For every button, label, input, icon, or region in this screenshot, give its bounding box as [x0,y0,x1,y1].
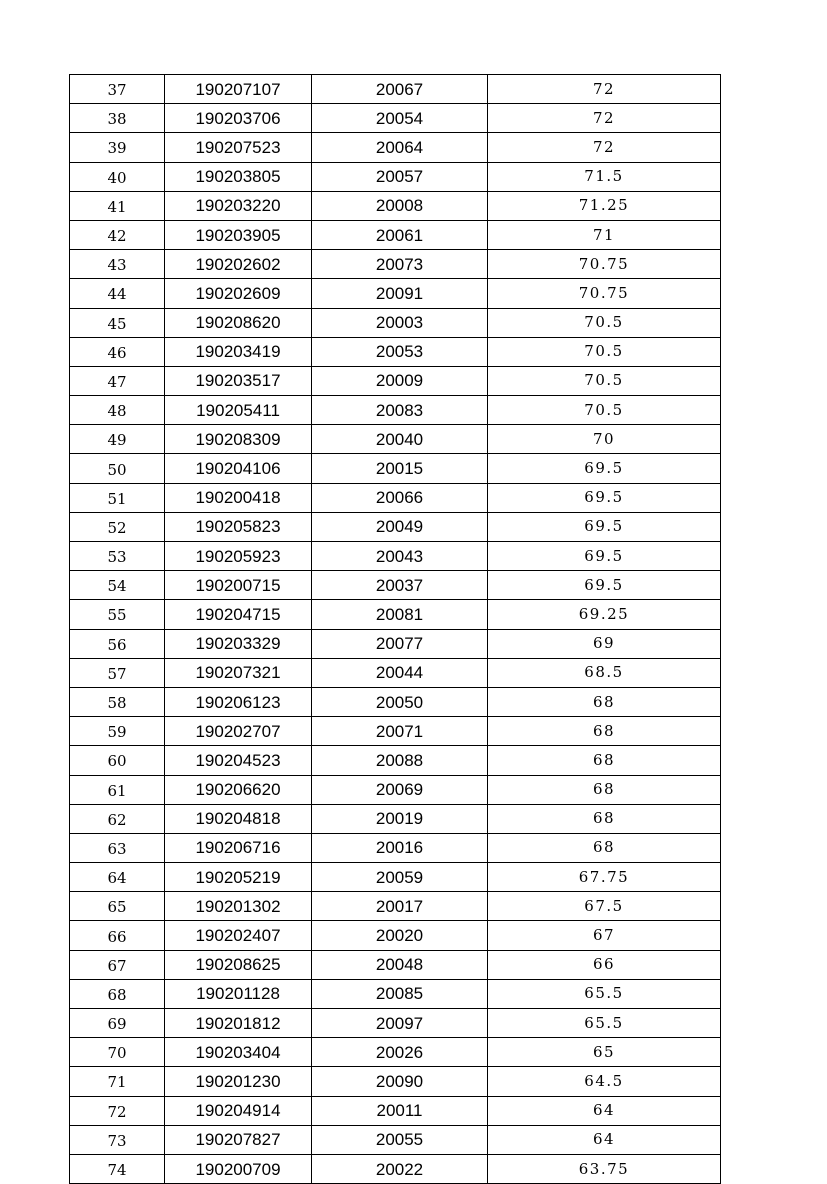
cell-score: 71.5 [488,162,721,191]
table-row [70,104,721,133]
table-row [70,454,721,483]
cell-score: 63.75 [488,1154,721,1183]
cell-exam-number: 20067 [312,75,488,104]
cell-candidate-id: 190203905 [165,220,312,249]
cell-sequence-number: 47 [70,366,165,395]
cell-sequence-number: 61 [70,775,165,804]
table-row [70,366,721,395]
table-row [70,1009,721,1038]
table-row [70,250,721,279]
cell-candidate-id: 190206123 [165,687,312,716]
cell-exam-number: 20083 [312,396,488,425]
cell-candidate-id: 190207523 [165,133,312,162]
table-row [70,658,721,687]
cell-candidate-id: 190201812 [165,1009,312,1038]
table-row [70,483,721,512]
cell-exam-number: 20022 [312,1154,488,1183]
cell-sequence-number: 51 [70,483,165,512]
cell-score: 69.5 [488,454,721,483]
cell-sequence-number: 43 [70,250,165,279]
table-row [70,396,721,425]
cell-exam-number: 20016 [312,833,488,862]
cell-score: 69.5 [488,483,721,512]
cell-sequence-number: 58 [70,687,165,716]
table-row [70,542,721,571]
cell-exam-number: 20055 [312,1125,488,1154]
table-row [70,1154,721,1183]
cell-exam-number: 20020 [312,921,488,950]
table-row [70,979,721,1008]
cell-score: 68 [488,833,721,862]
cell-score: 69.5 [488,542,721,571]
cell-score: 72 [488,75,721,104]
cell-candidate-id: 190202707 [165,717,312,746]
cell-sequence-number: 38 [70,104,165,133]
cell-exam-number: 20003 [312,308,488,337]
cell-sequence-number: 39 [70,133,165,162]
table-row [70,133,721,162]
cell-sequence-number: 55 [70,600,165,629]
cell-score: 64 [488,1096,721,1125]
cell-sequence-number: 66 [70,921,165,950]
cell-exam-number: 20091 [312,279,488,308]
cell-exam-number: 20054 [312,104,488,133]
table-row [70,191,721,220]
cell-candidate-id: 190203706 [165,104,312,133]
cell-sequence-number: 59 [70,717,165,746]
table-row [70,425,721,454]
cell-sequence-number: 64 [70,863,165,892]
cell-exam-number: 20081 [312,600,488,629]
cell-exam-number: 20077 [312,629,488,658]
cell-exam-number: 20090 [312,1067,488,1096]
cell-sequence-number: 70 [70,1038,165,1067]
cell-sequence-number: 65 [70,892,165,921]
cell-score: 67 [488,921,721,950]
cell-candidate-id: 190203419 [165,337,312,366]
cell-score: 66 [488,950,721,979]
cell-sequence-number: 63 [70,833,165,862]
cell-candidate-id: 190207107 [165,75,312,104]
cell-sequence-number: 41 [70,191,165,220]
cell-exam-number: 20071 [312,717,488,746]
cell-candidate-id: 190203517 [165,366,312,395]
results-table [69,74,721,1184]
cell-sequence-number: 74 [70,1154,165,1183]
cell-candidate-id: 190206716 [165,833,312,862]
cell-score: 65.5 [488,979,721,1008]
cell-sequence-number: 68 [70,979,165,1008]
cell-exam-number: 20048 [312,950,488,979]
cell-sequence-number: 73 [70,1125,165,1154]
cell-candidate-id: 190203404 [165,1038,312,1067]
cell-exam-number: 20088 [312,746,488,775]
table-row [70,600,721,629]
cell-sequence-number: 62 [70,804,165,833]
cell-score: 65 [488,1038,721,1067]
cell-candidate-id: 190203329 [165,629,312,658]
cell-score: 68 [488,804,721,833]
cell-candidate-id: 190202609 [165,279,312,308]
table-row [70,220,721,249]
table-row [70,162,721,191]
cell-score: 71.25 [488,191,721,220]
table-row [70,1096,721,1125]
cell-sequence-number: 50 [70,454,165,483]
cell-sequence-number: 53 [70,542,165,571]
cell-score: 68.5 [488,658,721,687]
cell-score: 64.5 [488,1067,721,1096]
cell-candidate-id: 190208620 [165,308,312,337]
cell-sequence-number: 54 [70,571,165,600]
cell-exam-number: 20008 [312,191,488,220]
table-row [70,75,721,104]
cell-exam-number: 20064 [312,133,488,162]
cell-exam-number: 20057 [312,162,488,191]
cell-sequence-number: 56 [70,629,165,658]
table-row [70,1125,721,1154]
cell-exam-number: 20026 [312,1038,488,1067]
cell-score: 70.5 [488,396,721,425]
cell-candidate-id: 190204914 [165,1096,312,1125]
cell-sequence-number: 45 [70,308,165,337]
table-row [70,921,721,950]
cell-score: 68 [488,746,721,775]
cell-exam-number: 20019 [312,804,488,833]
cell-score: 69 [488,629,721,658]
cell-exam-number: 20044 [312,658,488,687]
cell-candidate-id: 190205411 [165,396,312,425]
table-row [70,746,721,775]
cell-candidate-id: 190206620 [165,775,312,804]
table-row [70,308,721,337]
cell-exam-number: 20073 [312,250,488,279]
cell-score: 67.75 [488,863,721,892]
cell-exam-number: 20050 [312,687,488,716]
cell-sequence-number: 52 [70,512,165,541]
cell-exam-number: 20069 [312,775,488,804]
cell-sequence-number: 44 [70,279,165,308]
cell-exam-number: 20085 [312,979,488,1008]
cell-sequence-number: 42 [70,220,165,249]
cell-candidate-id: 190200709 [165,1154,312,1183]
cell-sequence-number: 60 [70,746,165,775]
table-row [70,950,721,979]
cell-score: 70 [488,425,721,454]
cell-candidate-id: 190200715 [165,571,312,600]
cell-score: 70.5 [488,366,721,395]
cell-candidate-id: 190207321 [165,658,312,687]
cell-sequence-number: 37 [70,75,165,104]
cell-exam-number: 20015 [312,454,488,483]
table-row [70,804,721,833]
cell-score: 69.5 [488,571,721,600]
cell-candidate-id: 190208309 [165,425,312,454]
table-row [70,717,721,746]
table-row [70,512,721,541]
table-row [70,833,721,862]
cell-candidate-id: 190208625 [165,950,312,979]
table-row [70,1038,721,1067]
cell-sequence-number: 40 [70,162,165,191]
cell-candidate-id: 190207827 [165,1125,312,1154]
table-row [70,279,721,308]
cell-candidate-id: 190201230 [165,1067,312,1096]
cell-candidate-id: 190203805 [165,162,312,191]
cell-sequence-number: 48 [70,396,165,425]
cell-exam-number: 20066 [312,483,488,512]
table-row [70,775,721,804]
cell-score: 69.5 [488,512,721,541]
cell-candidate-id: 190204523 [165,746,312,775]
cell-candidate-id: 190205923 [165,542,312,571]
cell-score: 70.5 [488,337,721,366]
cell-sequence-number: 71 [70,1067,165,1096]
cell-candidate-id: 190205823 [165,512,312,541]
cell-candidate-id: 190202407 [165,921,312,950]
cell-exam-number: 20053 [312,337,488,366]
table-row [70,863,721,892]
cell-sequence-number: 69 [70,1009,165,1038]
cell-candidate-id: 190204715 [165,600,312,629]
table-row [70,337,721,366]
cell-exam-number: 20059 [312,863,488,892]
cell-exam-number: 20097 [312,1009,488,1038]
cell-score: 72 [488,133,721,162]
cell-exam-number: 20049 [312,512,488,541]
cell-candidate-id: 190201128 [165,979,312,1008]
cell-exam-number: 20009 [312,366,488,395]
cell-candidate-id: 190200418 [165,483,312,512]
cell-exam-number: 20011 [312,1096,488,1125]
cell-score: 67.5 [488,892,721,921]
cell-score: 72 [488,104,721,133]
cell-exam-number: 20040 [312,425,488,454]
cell-score: 69.25 [488,600,721,629]
cell-sequence-number: 67 [70,950,165,979]
cell-sequence-number: 72 [70,1096,165,1125]
cell-candidate-id: 190202602 [165,250,312,279]
cell-candidate-id: 190204106 [165,454,312,483]
cell-candidate-id: 190203220 [165,191,312,220]
cell-exam-number: 20043 [312,542,488,571]
cell-exam-number: 20061 [312,220,488,249]
table-row [70,629,721,658]
cell-score: 70.75 [488,279,721,308]
cell-candidate-id: 190204818 [165,804,312,833]
cell-score: 70.75 [488,250,721,279]
cell-score: 68 [488,717,721,746]
cell-sequence-number: 57 [70,658,165,687]
cell-sequence-number: 46 [70,337,165,366]
cell-exam-number: 20017 [312,892,488,921]
cell-score: 64 [488,1125,721,1154]
results-table-body [70,75,721,1184]
cell-score: 68 [488,687,721,716]
cell-score: 70.5 [488,308,721,337]
cell-candidate-id: 190205219 [165,863,312,892]
cell-score: 65.5 [488,1009,721,1038]
cell-exam-number: 20037 [312,571,488,600]
cell-score: 68 [488,775,721,804]
cell-sequence-number: 49 [70,425,165,454]
table-row [70,687,721,716]
table-row [70,892,721,921]
table-row [70,571,721,600]
table-row [70,1067,721,1096]
cell-candidate-id: 190201302 [165,892,312,921]
cell-score: 71 [488,220,721,249]
